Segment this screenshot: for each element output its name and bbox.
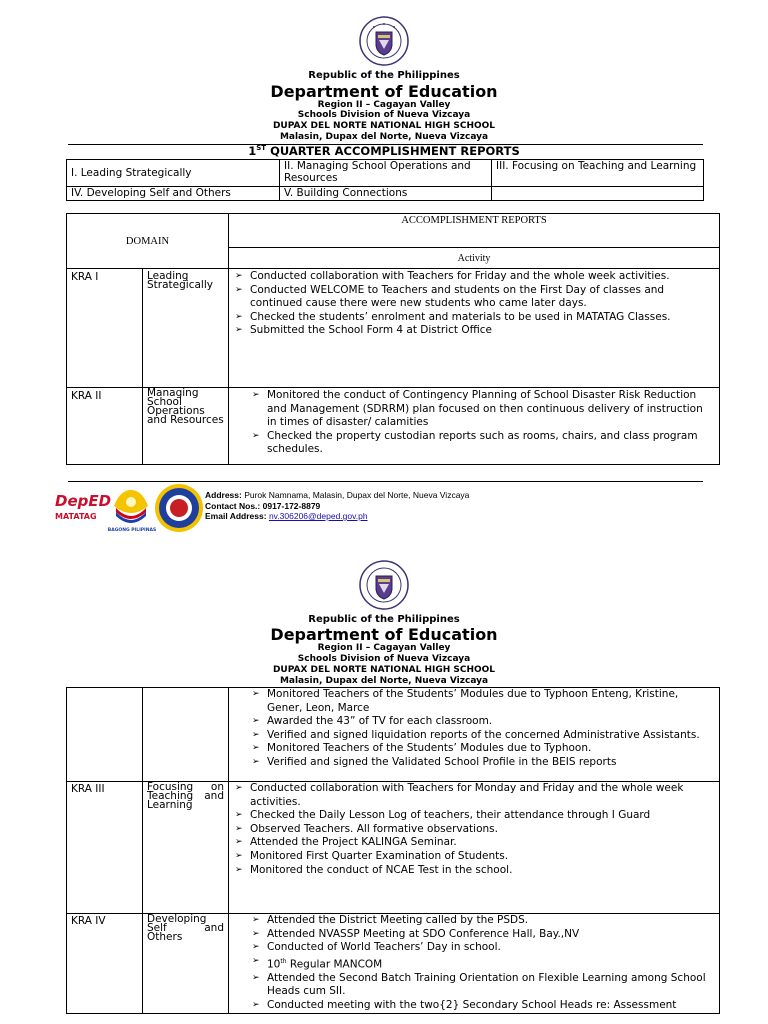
domain-cell-4: IV. Developing Self and Others <box>67 187 280 201</box>
accomplishment-table <box>66 213 720 465</box>
list-item: ➢ Checked the students’ enrolment and materials to be used in MATATAG Classes. <box>233 311 715 325</box>
domain-cell-empty <box>492 187 704 201</box>
deped-seal-icon <box>359 16 409 66</box>
list-item: ➢ Observed Teachers. All formative observations. <box>233 823 715 837</box>
list-item: ➢ Conducted meeting with the two{2} Secondary School Heads re: Assessment <box>250 999 715 1013</box>
mancom-sup: th <box>280 957 287 965</box>
list-item: ➢ Awarded the 43” of TV for each classroom. <box>250 715 715 729</box>
kra3-list <box>233 782 715 877</box>
activity-header: Activity <box>229 248 720 269</box>
domain-cell-5: V. Building Connections <box>280 187 492 201</box>
domain-cell-1: I. Leading Strategically <box>67 160 280 187</box>
kra4-domain: Developing Self and Others <box>143 914 229 1014</box>
kra2-list <box>250 389 715 457</box>
kra3-label: KRA III <box>67 782 143 914</box>
kra4-activities <box>229 914 720 1014</box>
kra2-label: KRA II <box>67 388 143 465</box>
region-text: Region II – Cagayan Valley <box>317 100 451 110</box>
list-item: ➢ Verified and signed liquidation reports of the concerned Administrative Assistants. <box>250 729 715 743</box>
list-item: ➢ Conducted WELCOME to Teachers and students on the First Day of classes and continued cause there were new students who came later days. <box>233 284 715 311</box>
mancom-text: Regular MANCOM <box>286 958 383 971</box>
matatag-logo-text: MATATAG <box>55 512 97 521</box>
list-item: ➢ Attended NVASSP Meeting at SDO Conference Hall, Bay.,NV <box>250 928 715 942</box>
address-line <box>205 490 469 501</box>
title-rest: QUARTER ACCOMPLISHMENT REPORTS <box>266 144 520 158</box>
list-item: ➢ Attended the Project KALINGA Seminar. <box>233 836 715 850</box>
domain-header: DOMAIN <box>67 214 229 269</box>
email-label: Email Address: <box>205 511 267 521</box>
kra4-label: KRA IV <box>67 914 143 1014</box>
kra2-domain: Managing School Operations and Resources <box>143 388 229 465</box>
kra1-list <box>233 270 715 338</box>
mancom-number: 10 <box>267 958 281 971</box>
contact-value: 0917-172-8879 <box>260 500 321 511</box>
school-address-page2: Malasin, Dupax del Norte, Nueva Vizcaya <box>279 676 489 686</box>
domain-cell-2: II. Managing School Operations and Resources <box>280 160 492 187</box>
region-text-page2: Region II – Cagayan Valley <box>317 643 451 653</box>
domain-cell-3: III. Focusing on Teaching and Learning <box>492 160 704 187</box>
kra2-cont-list <box>250 688 715 770</box>
deped-logo-text: DepED <box>55 492 112 510</box>
footer-rule <box>68 481 703 482</box>
domains-table <box>66 159 704 201</box>
list-item: ➢ Attended the Second Batch Training Orientation on Flexible Learning among School Heads cum SII. <box>250 972 715 999</box>
footer-contact <box>205 490 469 522</box>
school-name: DUPAX DEL NORTE NATIONAL HIGH SCHOOL <box>272 121 496 131</box>
email-line <box>205 511 469 522</box>
deped-seal-icon-page2 <box>359 560 409 610</box>
list-item: ➢ Monitored Teachers of the Students’ Modules due to Typhoon. <box>250 742 715 756</box>
list-item: ➢ Conducted of World Teachers’ Day in school. <box>250 941 715 955</box>
kra3-domain: Focusing on Teaching and Learning <box>143 782 229 914</box>
email-link[interactable]: nv.306206@deped.gov.ph <box>268 511 368 521</box>
title-ordinal: 1 <box>248 144 257 158</box>
school-seal-icon <box>154 483 204 533</box>
report-title <box>0 144 768 158</box>
division-text: Schools Division of Nueva Vizcaya <box>297 110 471 120</box>
list-item: ➢ Monitored the conduct of NCAE Test in the school. <box>233 864 715 878</box>
title-ordinal-sup: ST <box>256 144 267 153</box>
list-item: ➢ Conducted collaboration with Teachers for Friday and the whole week activities. <box>233 270 715 284</box>
list-item: ➢ Verified and signed the Validated School Profile in the BEIS reports <box>250 756 715 770</box>
kra1-activities <box>229 269 720 388</box>
list-item: ➢ Monitored the conduct of Contingency Planning of School Disaster Risk Reduction and Management (SDRRM) plan focused on then continuous delivery of instruction in times of disaster/ calamities <box>250 389 715 430</box>
list-item: ➢ Attended the District Meeting called by the PSDS. <box>250 914 715 928</box>
school-name-page2: DUPAX DEL NORTE NATIONAL HIGH SCHOOL <box>272 665 496 675</box>
list-item <box>250 955 715 972</box>
list-item: ➢ Conducted collaboration with Teachers for Monday and Friday and the whole week activities. <box>233 782 715 809</box>
department-title-page2: Department of Education <box>270 625 498 644</box>
list-item: ➢ Monitored First Quarter Examination of Students. <box>233 850 715 864</box>
list-item: ➢ Submitted the School Form 4 at District Office <box>233 324 715 338</box>
department-title: Department of Education <box>270 82 498 101</box>
republic-text: Republic of the Philippines <box>308 70 460 81</box>
reports-header: ACCOMPLISHMENT REPORTS <box>229 214 720 248</box>
bagong-pilipinas-text: BAGONG PILIPINAS <box>107 528 157 533</box>
kra2-cont-domain <box>143 688 229 782</box>
address-label: Address: <box>205 490 242 500</box>
kra2-cont-activities <box>229 688 720 782</box>
accomplishment-table-page2 <box>66 687 720 1014</box>
contact-label: Contact Nos.: <box>205 500 261 511</box>
kra2-activities <box>229 388 720 465</box>
bagong-pilipinas-logo-icon <box>110 486 152 530</box>
kra1-domain: Leading Strategically <box>143 269 229 388</box>
kra4-list <box>250 914 715 1013</box>
list-item: ➢ Checked the Daily Lesson Log of teachers, their attendance through I Guard <box>233 809 715 823</box>
division-text-page2: Schools Division of Nueva Vizcaya <box>297 654 471 664</box>
kra1-label: KRA I <box>67 269 143 388</box>
school-address: Malasin, Dupax del Norte, Nueva Vizcaya <box>279 132 489 142</box>
list-item: ➢ Monitored Teachers of the Students’ Modules due to Typhoon Enteng, Kristine, Gener, Leon, Marce <box>250 688 715 715</box>
kra2-cont-label <box>67 688 143 782</box>
deped-matatag-logo <box>55 490 112 532</box>
list-item: ➢ Checked the property custodian reports such as rooms, chairs, and class program schedules. <box>250 430 715 457</box>
kra3-activities <box>229 782 720 914</box>
address-value: Purok Namnama, Malasin, Dupax del Norte, Nueva Vizcaya <box>241 490 470 500</box>
republic-text-page2: Republic of the Philippines <box>308 614 460 625</box>
contact-line <box>205 501 469 512</box>
